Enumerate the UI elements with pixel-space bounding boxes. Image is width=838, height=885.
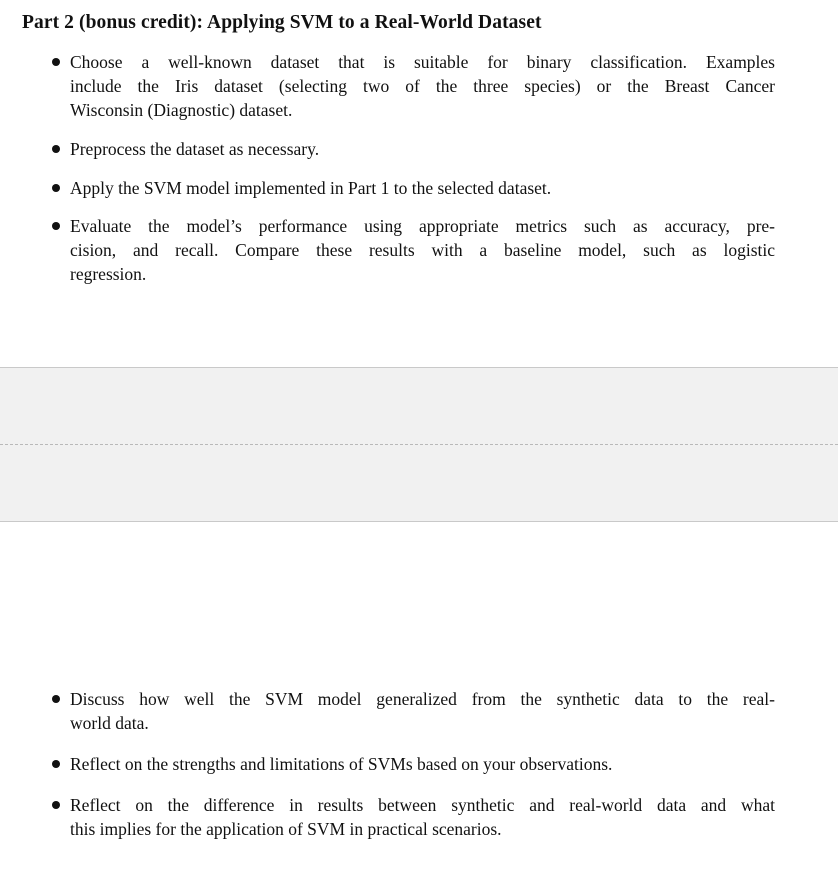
list-item-text [70, 214, 775, 286]
text-line: Evaluate the model’s performance using appropriate metrics such as accuracy, pre- [70, 216, 775, 236]
bullet-icon [52, 222, 60, 230]
bullet-icon [52, 184, 60, 192]
section-heading: Part 2 (bonus credit): Applying SVM to a Real-World Dataset [22, 12, 542, 33]
text-line: Discuss how well the SVM model generalized from the synthetic data to the real- [70, 689, 775, 709]
list-item-text [70, 137, 775, 161]
bullet-icon [52, 760, 60, 768]
list-item-text [70, 752, 775, 776]
text-line: Apply the SVM model implemented in Part 1 to the selected dataset. [70, 178, 552, 198]
text-line: Wisconsin (Diagnostic) dataset. [70, 100, 293, 120]
bullet-icon [52, 58, 60, 66]
bullet-icon [52, 145, 60, 153]
text-line: cision, and recall. Compare these results with a baseline model, such as logistic [70, 240, 775, 260]
text-line: this implies for the application of SVM in practical scenarios. [70, 819, 502, 839]
bullet-icon [52, 695, 60, 703]
list-item-text [70, 50, 775, 122]
answer-cell-area[interactable] [0, 367, 838, 522]
list-item-text [70, 687, 775, 735]
list-item-text [70, 793, 775, 841]
text-line: include the Iris dataset (selecting two of the three species) or the Breast Cancer [70, 76, 775, 96]
text-line: regression. [70, 264, 147, 284]
dashed-divider [0, 444, 838, 445]
bullet-icon [52, 801, 60, 809]
list-item-text [70, 176, 775, 200]
text-line: Reflect on the strengths and limitations of SVMs based on your observations. [70, 754, 613, 774]
text-line: world data. [70, 713, 149, 733]
text-line: Reflect on the difference in results between synthetic and real-world data and what [70, 795, 775, 815]
text-line: Choose a well-known dataset that is suitable for binary classification. Examples [70, 52, 775, 72]
text-line: Preprocess the dataset as necessary. [70, 139, 320, 159]
